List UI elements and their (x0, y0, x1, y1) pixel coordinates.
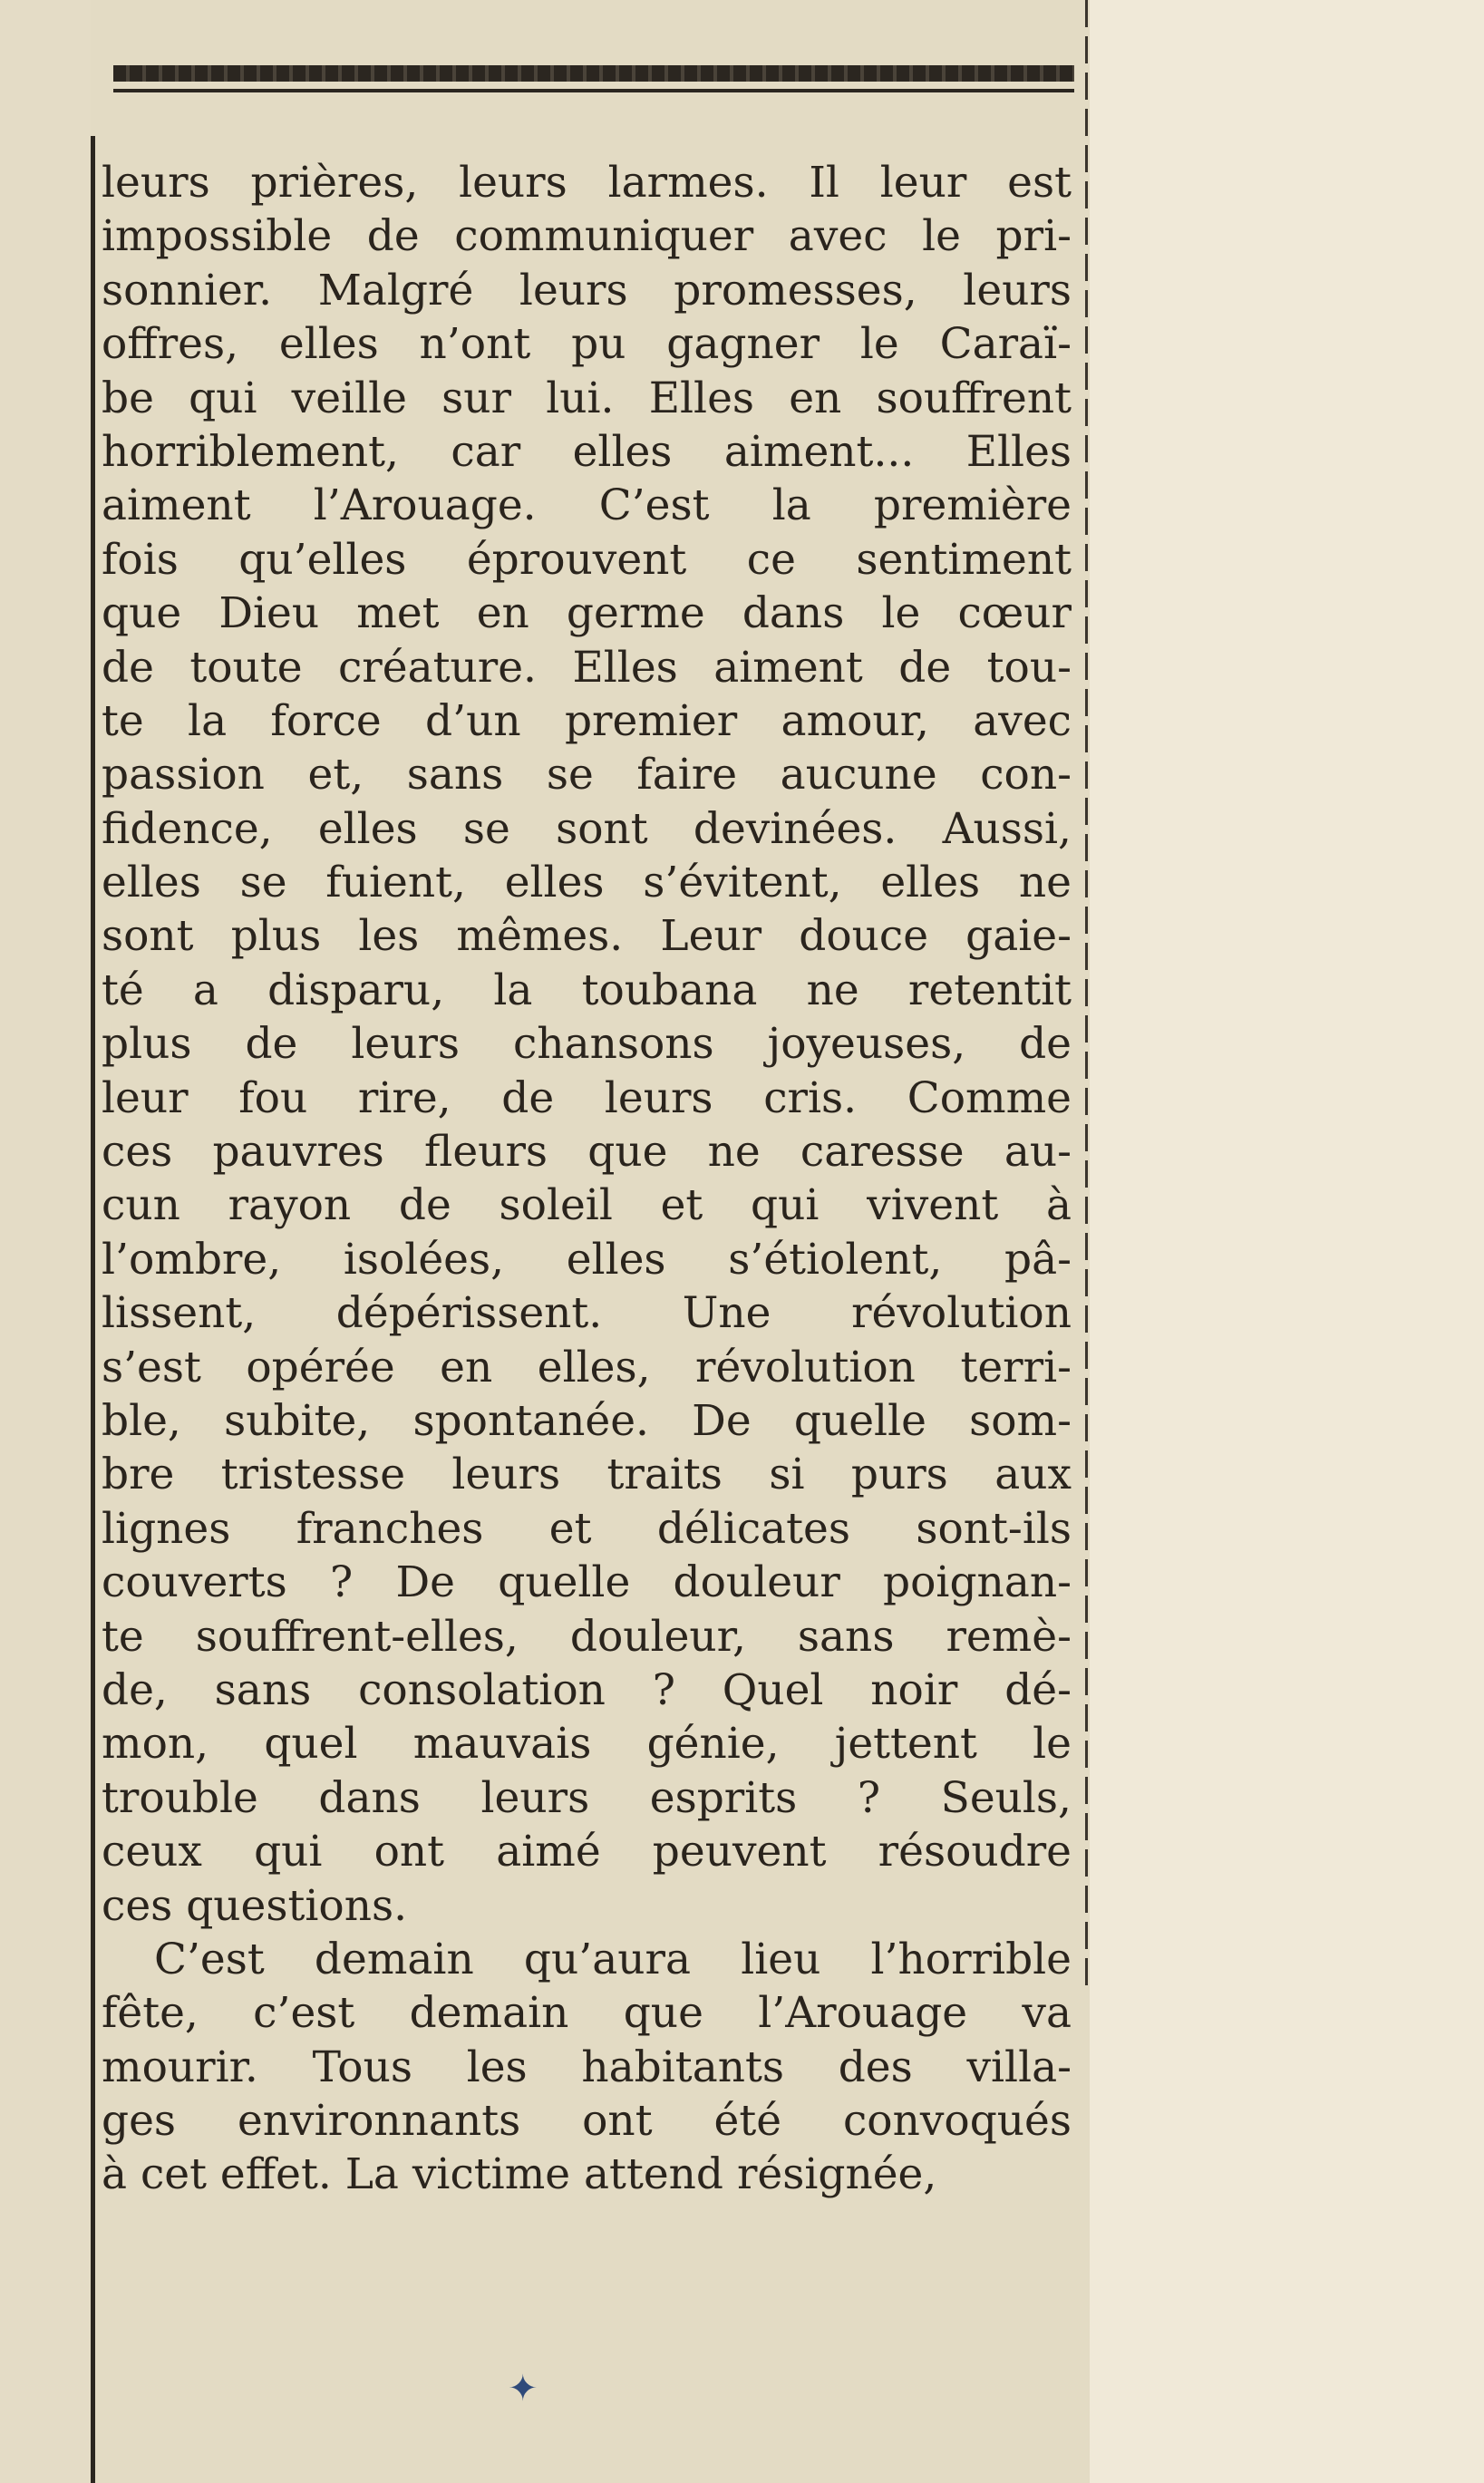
header-heavy-rule (113, 65, 1074, 82)
text-line: lignes franches et délicates sont-ils (102, 1503, 1072, 1554)
text-line: que Dieu met en germe dans le cœur (102, 588, 1072, 639)
text-line: fête, c’est demain que l’Arouage va (102, 1988, 1072, 2039)
column-right-rule (1085, 0, 1088, 1994)
text-line: couverts ? De quelle douleur poignan- (102, 1557, 1072, 1608)
text-line: be qui veille sur lui. Elles en souffrent (102, 373, 1072, 423)
text-line: passion et, sans se faire aucune con- (102, 750, 1072, 800)
text-line: fois qu’elles éprouvent ce sentiment (102, 534, 1072, 585)
text-line: de, sans consolation ? Quel noir dé- (102, 1664, 1072, 1715)
text-line: lissent, dépérissent. Une révolution (102, 1288, 1072, 1339)
text-line: de toute créature. Elles aiment de tou- (102, 642, 1072, 693)
header-thin-rule (113, 89, 1074, 92)
text-line: s’est opérée en elles, révolution terri- (102, 1342, 1072, 1392)
text-line: elles se fuient, elles s’évitent, elles ne (102, 858, 1072, 908)
stray-ink-mark-icon: ✦ (508, 2368, 538, 2410)
text-line: l’ombre, isolées, elles s’étiolent, pâ- (102, 1234, 1072, 1285)
text-line: ges environnants ont été convoqués (102, 2096, 1072, 2147)
text-line: te souffrent-elles, douleur, sans remè- (102, 1611, 1072, 1662)
text-line: aiment l’Arouage. C’est la première (102, 480, 1072, 531)
text-line: leur fou rire, de leurs cris. Comme (102, 1072, 1072, 1123)
column-left-rule (91, 136, 95, 2483)
text-line: leurs prières, leurs larmes. Il leur est (102, 158, 1072, 208)
text-line: trouble dans leurs esprits ? Seuls, (102, 1772, 1072, 1823)
text-line: sonnier. Malgré leurs promesses, leurs (102, 265, 1072, 315)
text-line: plus de leurs chansons joyeuses, de (102, 1019, 1072, 1070)
text-line: te la force d’un premier amour, avec (102, 695, 1072, 746)
text-line: ceux qui ont aimé peuvent résoudre (102, 1827, 1072, 1877)
text-line: fidence, elles se sont devinées. Aussi, (102, 803, 1072, 854)
text-line: horriblement, car elles aiment... Elles (102, 426, 1072, 477)
text-line: ces pauvres fleurs que ne caresse au- (102, 1127, 1072, 1178)
paragraph-start-line: C’est demain qu’aura lieu l’horrible (154, 1934, 1072, 1984)
text-line: impossible de communiquer avec le pri- (102, 211, 1072, 262)
article-text (102, 156, 1072, 2202)
text-line: mourir. Tous les habitants des villa- (102, 2042, 1072, 2092)
text-line: té a disparu, la toubana ne retentit (102, 965, 1072, 1015)
text-line: mon, quel mauvais génie, jettent le (102, 1719, 1072, 1770)
text-line: bre tristesse leurs traits si purs aux (102, 1450, 1072, 1500)
text-line: cun rayon de soleil et qui vivent à (102, 1180, 1072, 1231)
text-line: ble, subite, spontanée. De quelle som- (102, 1395, 1072, 1446)
text-line: à cet effet. La victime attend résignée, (102, 2149, 937, 2200)
paragraph-end-line: ces questions. (102, 1880, 408, 1931)
text-line: sont plus les mêmes. Leur douce gaie- (102, 911, 1072, 962)
text-line: offres, elles n’ont pu gagner le Caraï- (102, 319, 1072, 370)
